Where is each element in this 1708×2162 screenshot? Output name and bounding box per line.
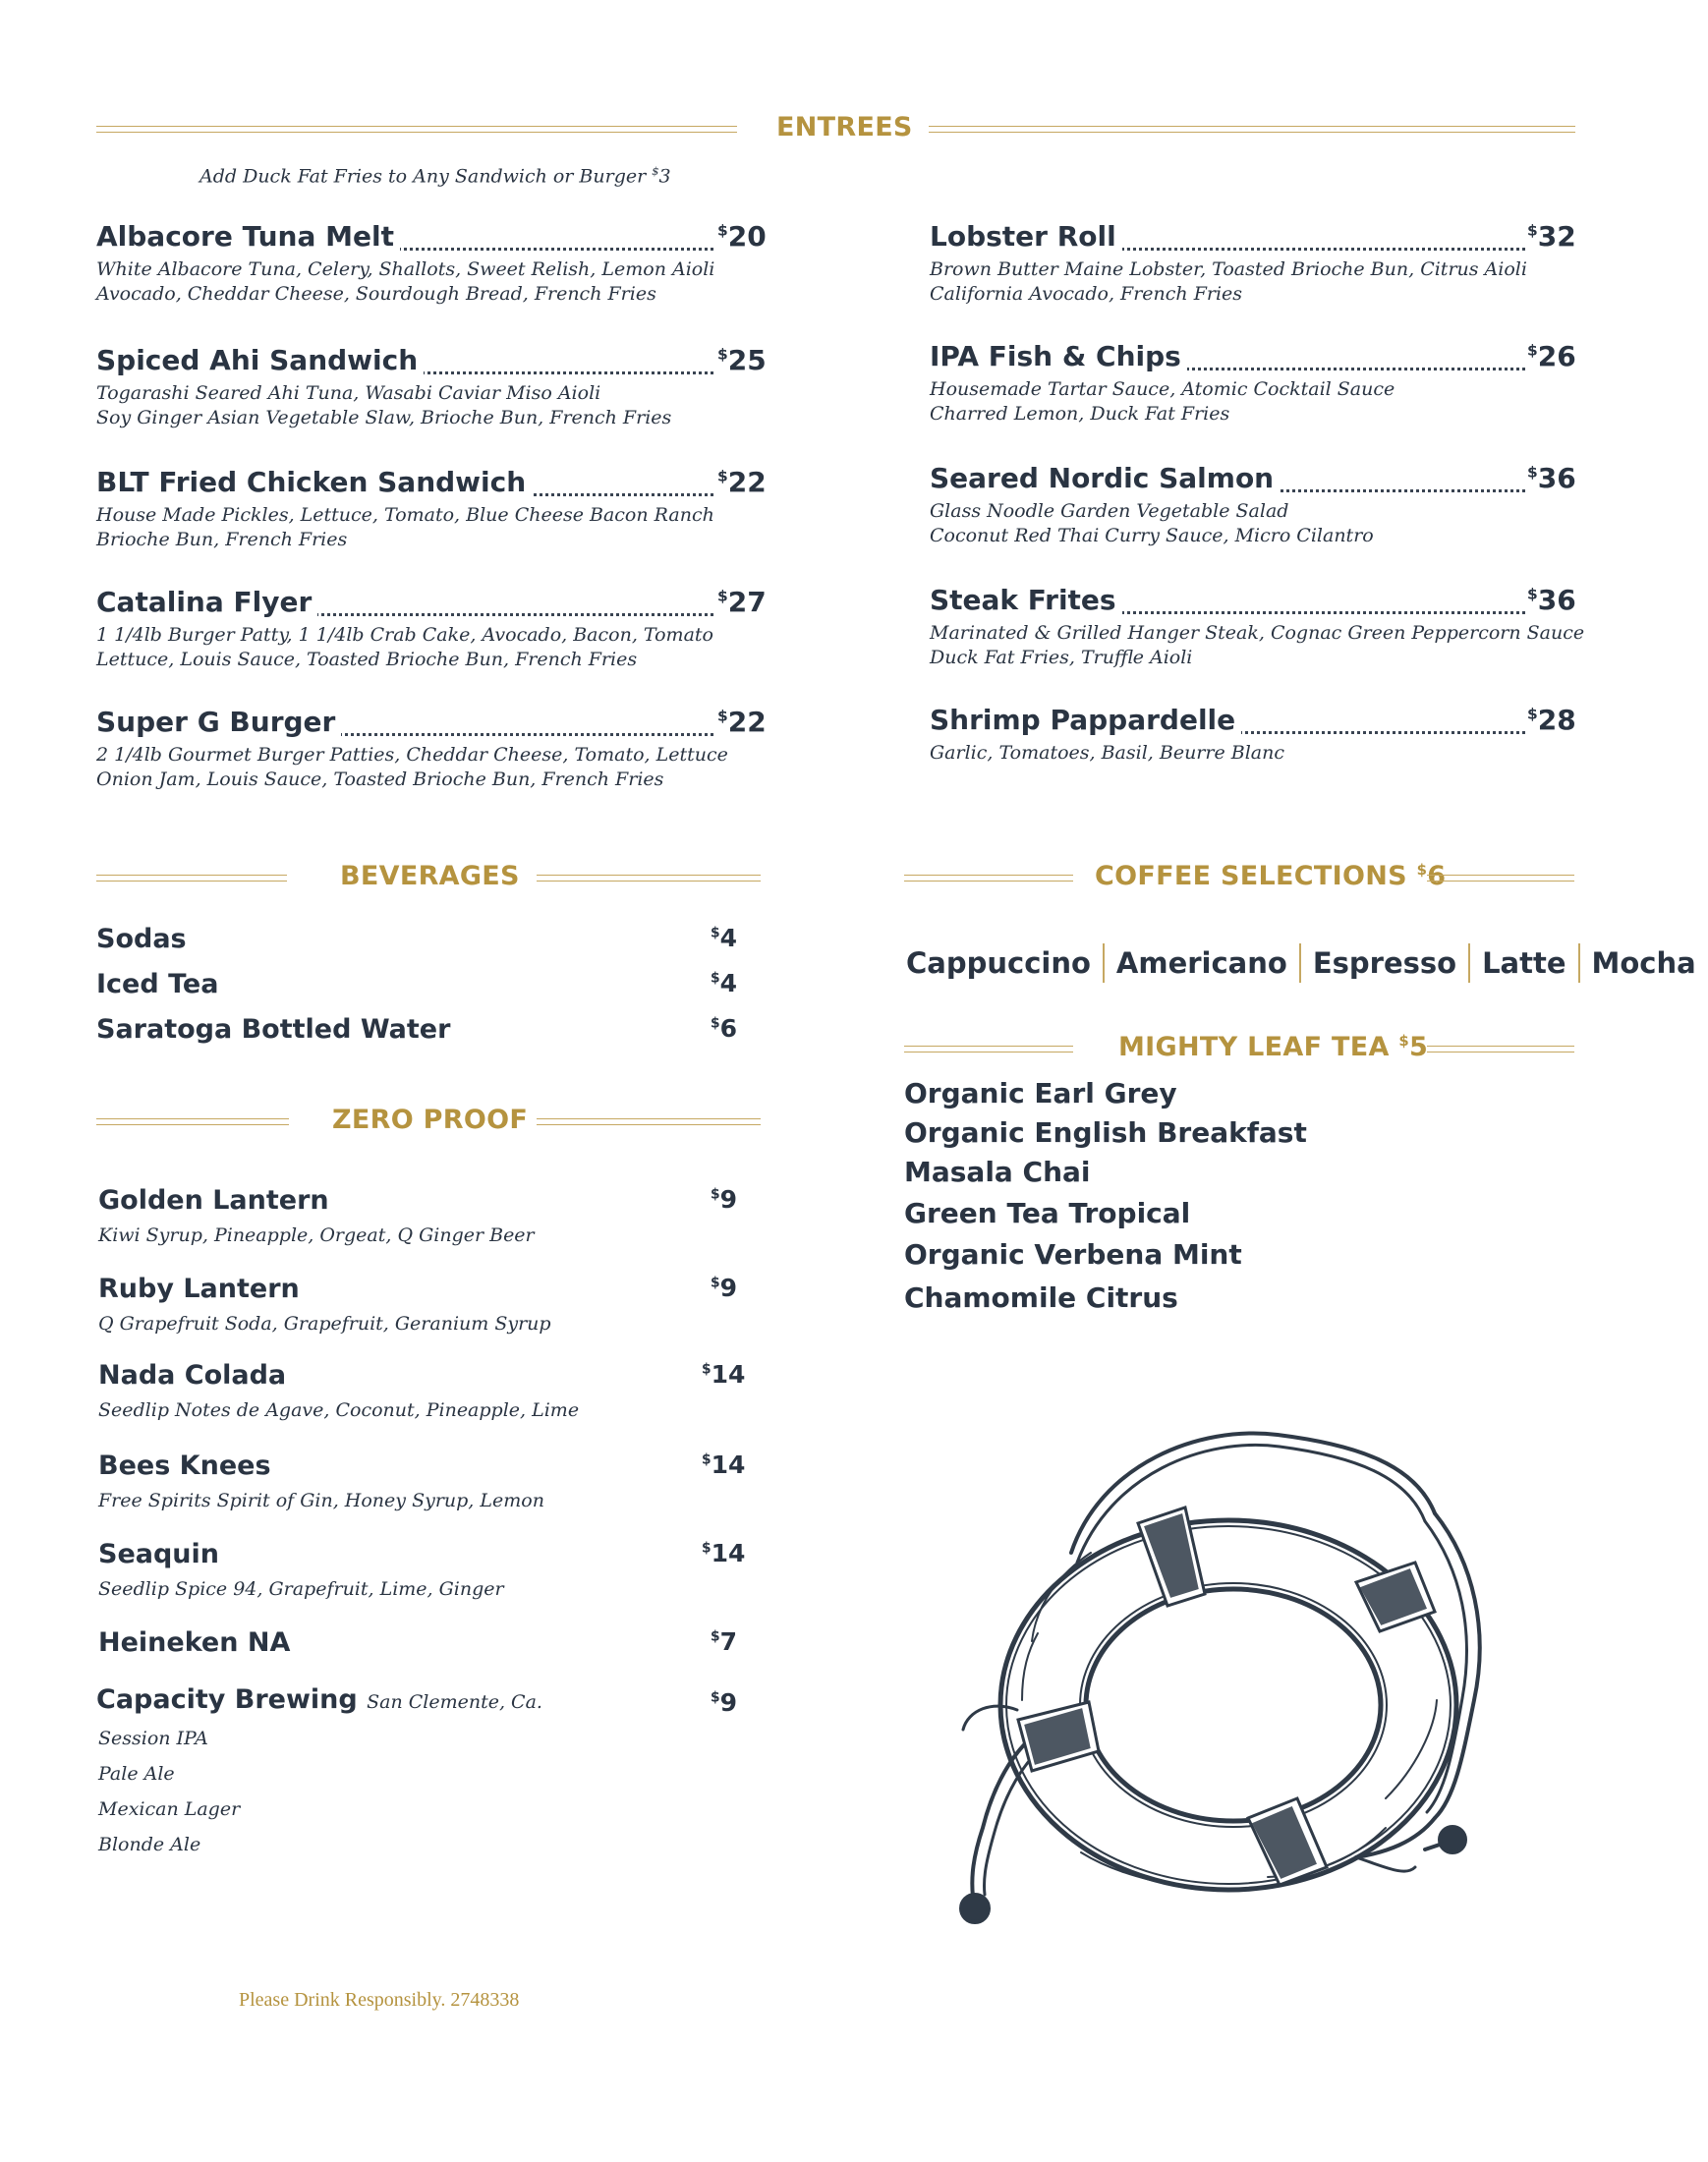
- entree-description: House Made Pickles, Lettuce, Tomato, Blue Cheese Bacon Ranch: [96, 504, 714, 526]
- zero-proof-name: Heineken NA: [98, 1627, 291, 1658]
- entree-description: Togarashi Seared Ahi Tuna, Wasabi Caviar Miso Aioli: [96, 382, 601, 404]
- beverages-rule-left: [96, 875, 287, 882]
- zero-proof-name: Ruby Lantern: [98, 1274, 300, 1304]
- entree-description: Onion Jam, Louis Sauce, Toasted Brioche Bun, French Fries: [96, 768, 664, 790]
- coffee-item: Latte: [1468, 943, 1577, 983]
- entree-price: $22: [717, 466, 767, 498]
- entree-description: 2 1/4lb Gourmet Burger Patties, Cheddar Cheese, Tomato, Lettuce: [96, 744, 728, 766]
- beverage-price: $4: [711, 969, 737, 997]
- tea-item: Organic English Breakfast: [904, 1116, 1307, 1149]
- zero-proof-description: Q Grapefruit Soda, Grapefruit, Geranium Syrup: [98, 1313, 551, 1335]
- beer-style: Session IPA: [98, 1728, 208, 1749]
- entree-name: Steak Frites: [930, 584, 1122, 616]
- zero-proof-rule-right: [537, 1118, 761, 1125]
- coffee-item: Americano: [1103, 943, 1299, 983]
- capacity-brewing-price: $9: [711, 1688, 737, 1717]
- entrees-rule-left: [96, 126, 737, 133]
- entree-description: 1 1/4lb Burger Patty, 1 1/4lb Crab Cake, Avocado, Bacon, Tomato: [96, 624, 713, 646]
- coffee-rule-left: [904, 875, 1073, 882]
- entree-price: $36: [1527, 584, 1576, 616]
- beer-style: Mexican Lager: [98, 1798, 241, 1820]
- entree-description: Charred Lemon, Duck Fat Fries: [930, 403, 1230, 425]
- entree-price: $27: [717, 586, 767, 618]
- tea-item: Green Tea Tropical: [904, 1197, 1191, 1229]
- coffee-item: Espresso: [1299, 943, 1468, 983]
- entree-price: $36: [1527, 462, 1576, 494]
- zero-proof-description: Kiwi Syrup, Pineapple, Orgeat, Q Ginger Beer: [98, 1224, 535, 1246]
- beverage-name: Sodas: [96, 924, 187, 954]
- coffee-item: Mocha: [1578, 943, 1708, 983]
- tea-rule-right: [1427, 1046, 1574, 1053]
- zero-proof-price: $9: [711, 1274, 737, 1302]
- beverage-name: Iced Tea: [96, 969, 219, 999]
- entree-description: Soy Ginger Asian Vegetable Slaw, Brioche Bun, French Fries: [96, 407, 672, 428]
- entrees-rule-right: [929, 126, 1575, 133]
- entree-description: Coconut Red Thai Curry Sauce, Micro Cilantro: [930, 525, 1374, 546]
- entree-name: Lobster Roll: [930, 220, 1122, 253]
- entree-price: $28: [1527, 704, 1576, 736]
- entree-description: California Avocado, French Fries: [930, 283, 1243, 305]
- coffee-title: COFFEE SELECTIONS $6: [1095, 861, 1447, 891]
- zero-proof-description: Free Spirits Spirit of Gin, Honey Syrup, Lemon: [98, 1490, 544, 1511]
- beer-style: Pale Ale: [98, 1763, 175, 1785]
- tea-rule-left: [904, 1046, 1073, 1053]
- entree-price: $32: [1527, 220, 1576, 253]
- entree-price: $22: [717, 706, 767, 738]
- tea-item: Organic Earl Grey: [904, 1077, 1177, 1109]
- zero-proof-price: $14: [702, 1539, 746, 1567]
- entree-name: Spiced Ahi Sandwich: [96, 344, 424, 376]
- zero-proof-name: Seaquin: [98, 1539, 220, 1569]
- zero-proof-name: Bees Knees: [98, 1451, 271, 1481]
- coffee-list: [906, 943, 1696, 983]
- coffee-rule-right: [1427, 875, 1574, 882]
- beverage-price: $6: [711, 1014, 737, 1043]
- zero-proof-description: Seedlip Notes de Agave, Coconut, Pineapple, Lime: [98, 1399, 580, 1421]
- entree-name: Seared Nordic Salmon: [930, 462, 1280, 494]
- tea-item: Organic Verbena Mint: [904, 1238, 1242, 1271]
- entree-name: IPA Fish & Chips: [930, 340, 1187, 372]
- beverages-rule-right: [537, 875, 761, 882]
- entree-description: Lettuce, Louis Sauce, Toasted Brioche Bun, French Fries: [96, 649, 638, 670]
- entree-name: Shrimp Pappardelle: [930, 704, 1241, 736]
- entree-name: BLT Fried Chicken Sandwich: [96, 466, 532, 498]
- beer-style: Blonde Ale: [98, 1834, 201, 1855]
- entree-name: Catalina Flyer: [96, 586, 317, 618]
- zero-proof-price: $7: [711, 1627, 737, 1656]
- entree-description: Housemade Tartar Sauce, Atomic Cocktail Sauce: [930, 378, 1395, 400]
- capacity-brewing-name: Capacity Brewing San Clemente, Ca.: [96, 1684, 542, 1715]
- zero-proof-name: Nada Colada: [98, 1360, 287, 1391]
- zero-proof-rule-left: [96, 1118, 289, 1125]
- coffee-item: Cappuccino: [906, 946, 1091, 980]
- zero-proof-description: Seedlip Spice 94, Grapefruit, Lime, Ginger: [98, 1578, 504, 1600]
- entree-description: Brioche Bun, French Fries: [96, 529, 348, 550]
- zero-proof-price: $14: [702, 1451, 746, 1479]
- entrees-title: ENTREES: [776, 112, 913, 142]
- life-ring-icon: [924, 1405, 1533, 1936]
- fries-note: Add Duck Fat Fries to Any Sandwich or Burger $3: [199, 164, 671, 188]
- entree-description: White Albacore Tuna, Celery, Shallots, Sweet Relish, Lemon Aioli: [96, 258, 715, 280]
- zero-proof-price: $14: [702, 1360, 746, 1389]
- entree-name: Super G Burger: [96, 706, 341, 738]
- zero-proof-price: $9: [711, 1185, 737, 1214]
- beverage-name: Saratoga Bottled Water: [96, 1014, 451, 1045]
- entree-name: Albacore Tuna Melt: [96, 220, 400, 253]
- entree-description: Duck Fat Fries, Truffle Aioli: [930, 647, 1193, 668]
- entree-price: $25: [717, 344, 767, 376]
- entree-description: Marinated & Grilled Hanger Steak, Cognac Green Peppercorn Sauce: [930, 622, 1585, 644]
- tea-item: Chamomile Citrus: [904, 1281, 1178, 1314]
- entree-description: Brown Butter Maine Lobster, Toasted Brioche Bun, Citrus Aioli: [930, 258, 1527, 280]
- tea-item: Masala Chai: [904, 1156, 1091, 1188]
- zero-proof-name: Golden Lantern: [98, 1185, 329, 1216]
- beverages-title: BEVERAGES: [340, 861, 520, 891]
- entree-description: Garlic, Tomatoes, Basil, Beurre Blanc: [930, 742, 1284, 764]
- entree-price: $26: [1527, 340, 1576, 372]
- zero-proof-title: ZERO PROOF: [332, 1105, 529, 1135]
- entree-price: $20: [717, 220, 767, 253]
- entree-description: Glass Noodle Garden Vegetable Salad: [930, 500, 1289, 522]
- tea-title: MIGHTY LEAF TEA $5: [1118, 1032, 1429, 1062]
- beverage-price: $4: [711, 924, 737, 952]
- footer-note: Please Drink Responsibly. 2748338: [239, 1989, 520, 2011]
- entree-description: Avocado, Cheddar Cheese, Sourdough Bread, French Fries: [96, 283, 656, 305]
